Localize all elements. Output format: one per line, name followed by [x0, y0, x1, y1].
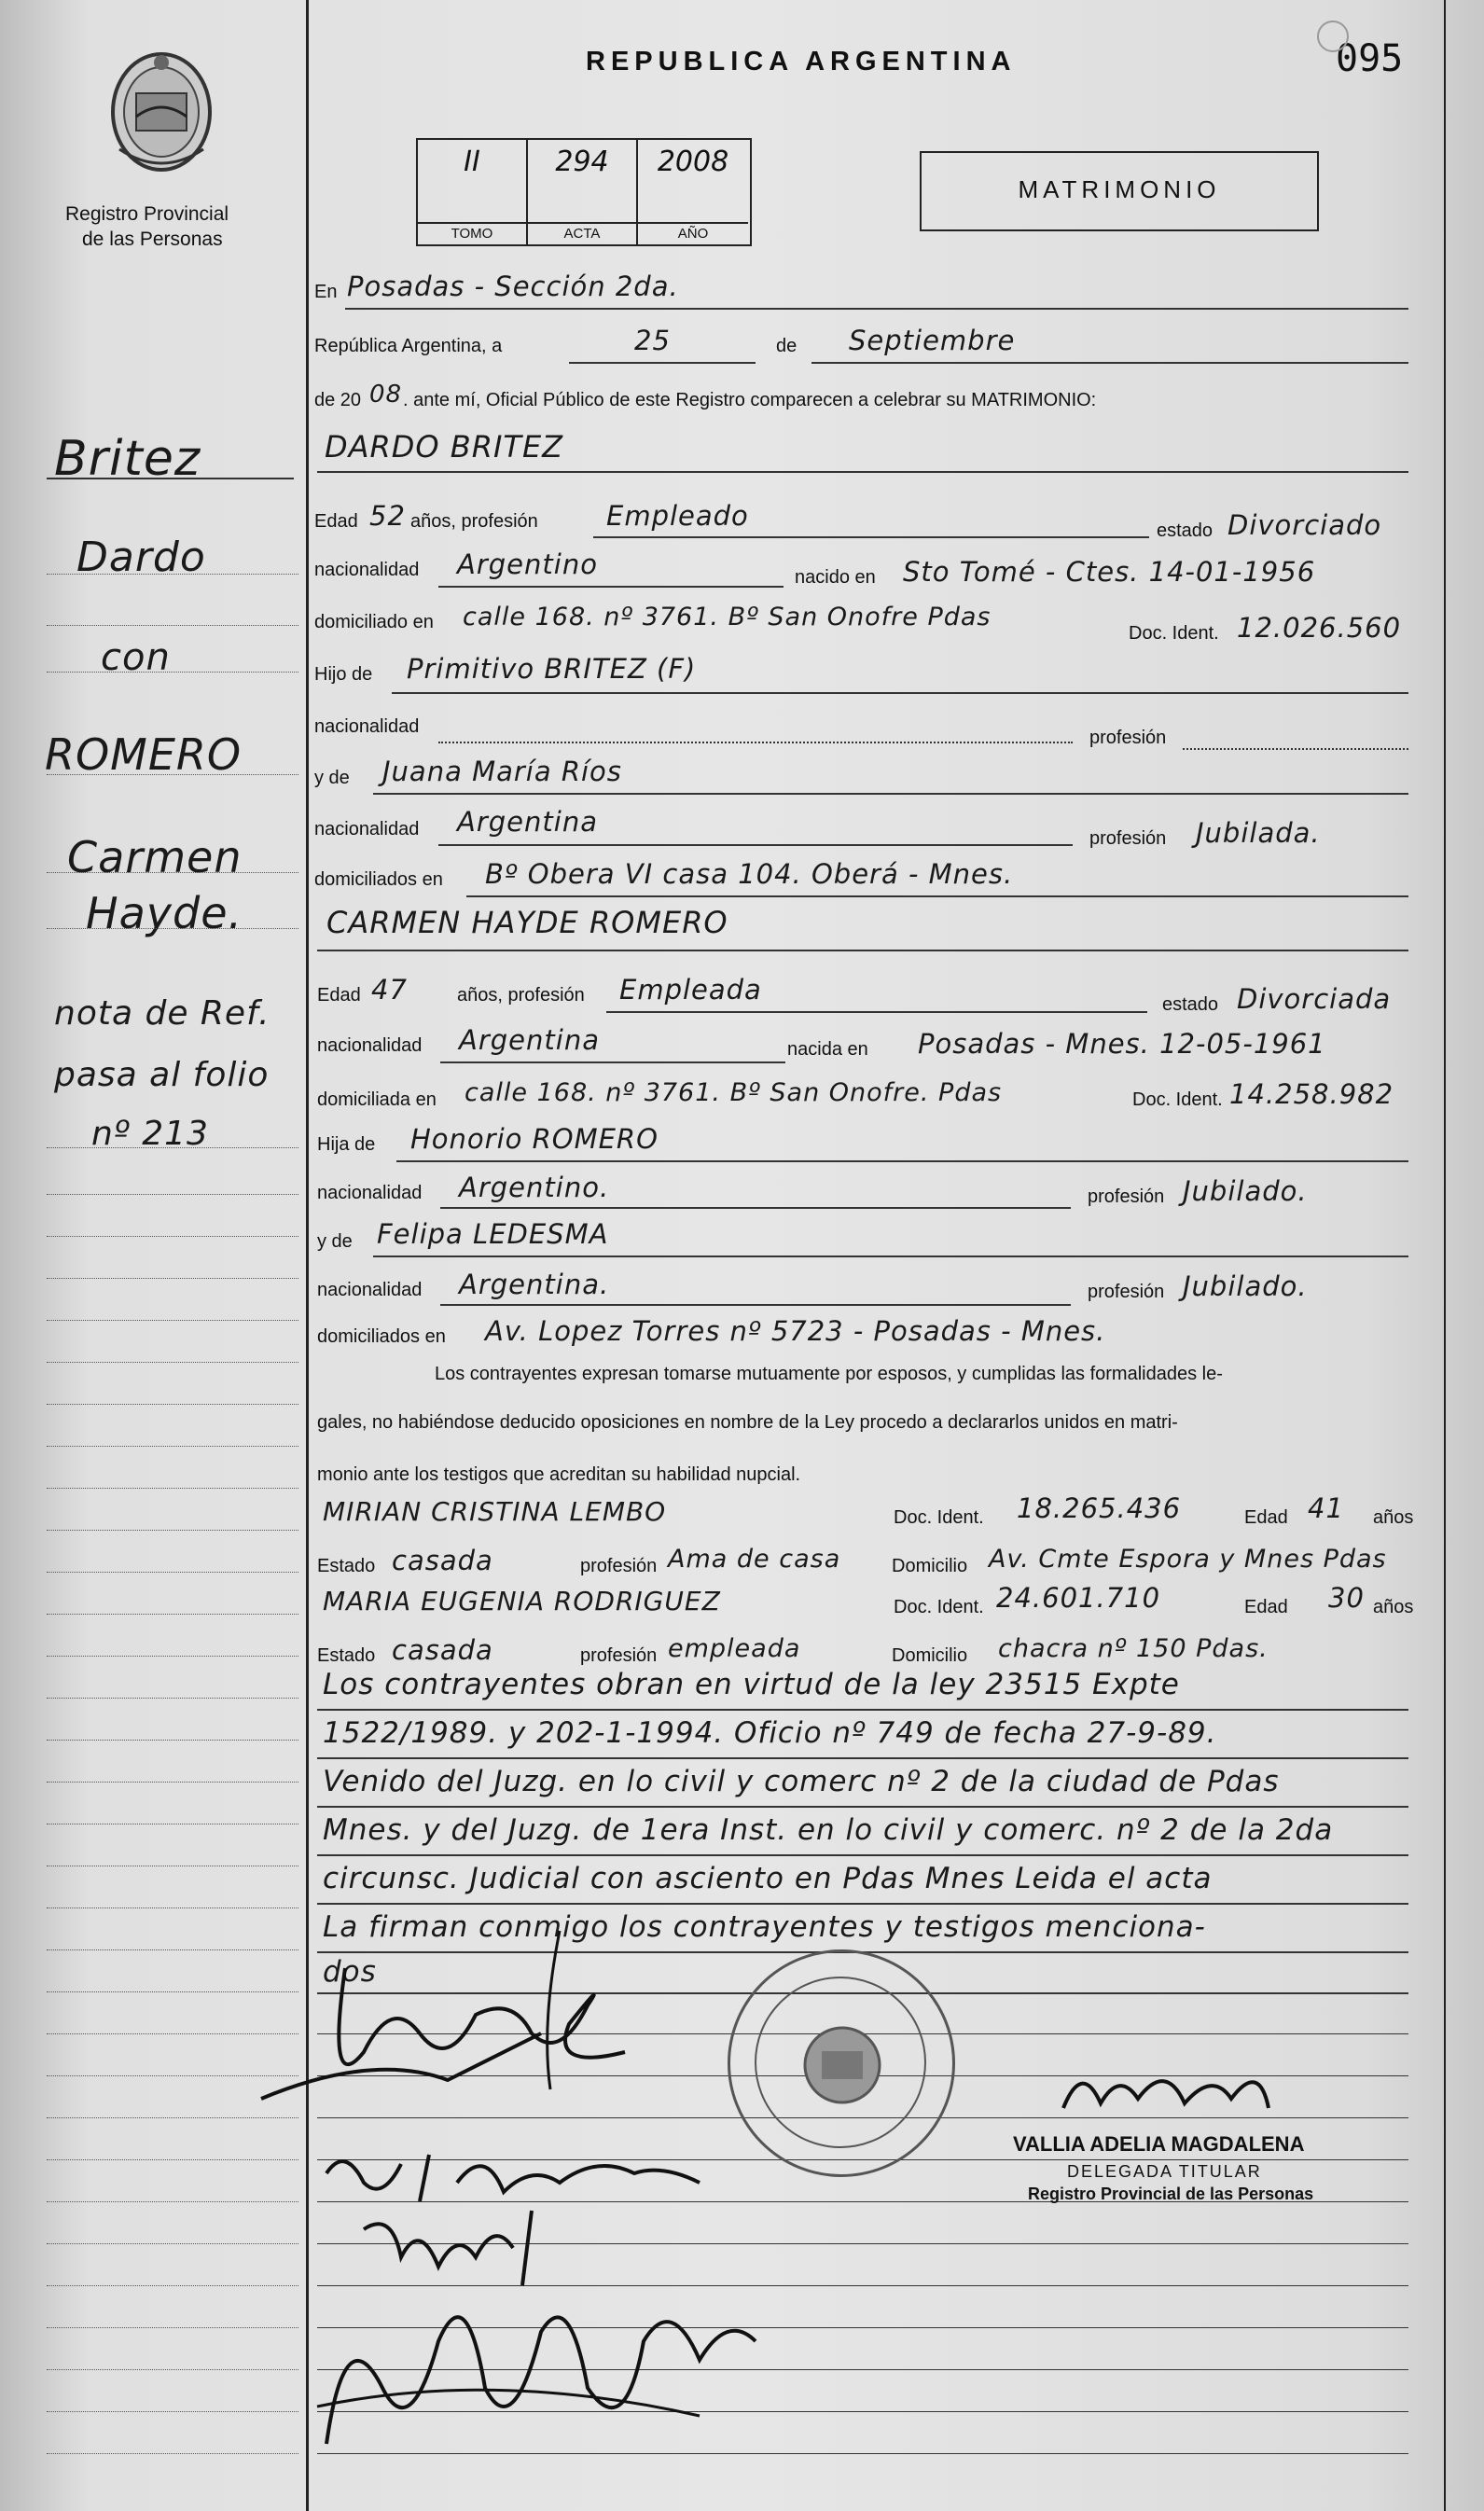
day-value: 25	[634, 325, 671, 356]
note-line-3: Venido del Juzg. en lo civil y comerc nº 2 de la ciudad de Pdas	[323, 1765, 1280, 1798]
groom-signature-icon	[233, 1912, 700, 2117]
groom-nacido-label: nacido en	[795, 567, 876, 588]
bride-father-prof-label: profesión	[1088, 1186, 1165, 1207]
groom-civil-status: Divorciado	[1227, 509, 1382, 541]
bride-father: Honorio ROMERO	[410, 1123, 659, 1155]
year-value: 08	[369, 381, 403, 409]
bride-mother-nat-label: nacionalidad	[317, 1280, 423, 1300]
groom-dom-label: domiciliado en	[314, 612, 434, 632]
note-line-5: circunsc. Judicial con asciento en Pdas Mnes Leida el acta	[323, 1862, 1213, 1895]
groom-profession: Empleado	[606, 500, 749, 532]
witness1-dom-label: Domicilio	[892, 1556, 968, 1576]
anio-cell	[638, 140, 748, 244]
margin-name-bride-2: Hayde.	[86, 888, 243, 938]
note-line-4: Mnes. y del Juzg. de 1era Inst. en lo civil y comerc. nº 2 de la 2da	[323, 1813, 1334, 1847]
witness2-anios-label: años	[1373, 1597, 1414, 1617]
witness2-prof-label: profesión	[580, 1645, 658, 1666]
bride-father-nationality: Argentino.	[459, 1172, 610, 1203]
official-signature-icon	[1045, 2052, 1287, 2127]
groom-father-nat-label: nacionalidad	[314, 716, 420, 737]
witness2-civil-status: casada	[392, 1634, 493, 1666]
bride-age: 47	[371, 974, 408, 1006]
official-office: Registro Provincial de las Personas	[1028, 2185, 1314, 2203]
groom-parents-dom-label: domiciliados en	[314, 869, 443, 890]
groom-nat-label: nacionalidad	[314, 560, 420, 580]
witness1-civil-status: casada	[392, 1545, 493, 1576]
bride-father-nat-label: nacionalidad	[317, 1183, 423, 1203]
bride-name: CARMEN HAYDE ROMERO	[326, 905, 728, 940]
margin-name-groom: Dardo	[76, 534, 206, 581]
groom-mother-nationality: Argentina	[457, 806, 598, 838]
declaration-line-2: gales, no habiéndose deducido oposiciones en nombre de la Ley procedo a declararlos unidos en matri-	[317, 1412, 1178, 1433]
bride-yde-label: y de	[317, 1231, 353, 1252]
witness1-anios-label: años	[1373, 1507, 1414, 1528]
note-line-6: La firman conmigo los contrayentes y testigos menciona-	[323, 1910, 1206, 1944]
bride-mother-nationality: Argentina.	[459, 1269, 610, 1300]
groom-hijo-label: Hijo de	[314, 664, 373, 685]
groom-address: calle 168. nº 3761. Bº San Onofre Pdas	[463, 603, 992, 631]
act-type-label: MATRIMONIO	[1018, 175, 1221, 203]
bride-birthplace: Posadas - Mnes. 12-05-1961	[918, 1028, 1326, 1060]
tomo-label: TOMO	[418, 222, 526, 244]
witness2-doc-label: Doc. Ident.	[894, 1597, 984, 1617]
groom-anios-label: años, profesión	[410, 511, 538, 532]
margin-con: con	[101, 636, 171, 679]
official-seal	[728, 1949, 955, 2177]
folio-stamp-mark	[1317, 21, 1349, 52]
groom-estado-label: estado	[1157, 520, 1214, 541]
note-line-7: dos	[323, 1955, 377, 1989]
groom-mother-nat-label: nacionalidad	[314, 819, 420, 839]
groom-edad-label: Edad	[314, 511, 358, 532]
witness1-profession: Ama de casa	[668, 1545, 841, 1574]
groom-yde-label: y de	[314, 768, 350, 788]
tomo-value: II	[464, 146, 480, 178]
acta-label: ACTA	[528, 222, 636, 244]
bride-mother: Felipa LEDESMA	[377, 1218, 609, 1250]
witness2-name: MARIA EUGENIA RODRIGUEZ	[323, 1586, 721, 1616]
groom-doc-label: Doc. Ident.	[1129, 623, 1219, 644]
anio-label: AÑO	[638, 222, 748, 244]
registry-name-line1: Registro Provincial	[65, 203, 229, 225]
republica-label: República Argentina, a	[314, 336, 503, 356]
witness1-doc-label: Doc. Ident.	[894, 1507, 984, 1528]
bride-civil-status: Divorciada	[1237, 983, 1392, 1015]
margin-divider	[306, 0, 309, 2511]
bride-nationality: Argentina	[459, 1024, 600, 1056]
groom-mother: Juana María Ríos	[382, 756, 622, 787]
witness1-estado-label: Estado	[317, 1556, 376, 1576]
groom-birthplace: Sto Tomé - Ctes. 14-01-1956	[903, 556, 1316, 588]
margin-surname-groom: Britez	[54, 431, 201, 487]
record-number-box	[416, 138, 752, 246]
en-label: En	[314, 282, 338, 302]
bride-dom-label: domiciliada en	[317, 1089, 437, 1110]
provincial-coat-of-arms-icon	[101, 42, 222, 182]
act-type-box	[920, 151, 1319, 231]
tomo-cell	[418, 140, 528, 244]
witness2-edad-label: Edad	[1244, 1597, 1288, 1617]
de-label: de	[776, 336, 797, 356]
acta-cell	[528, 140, 638, 244]
year-prefix: de 20	[314, 390, 362, 410]
groom-father: Primitivo BRITEZ (F)	[407, 653, 697, 685]
witness2-estado-label: Estado	[317, 1645, 376, 1666]
bride-doc: 14.258.982	[1229, 1078, 1394, 1110]
bride-estado-label: estado	[1162, 994, 1219, 1015]
seal-emblem-icon	[796, 2023, 889, 2107]
bride-mother-profession: Jubilado.	[1183, 1270, 1308, 1302]
official-name: VALLIA ADELIA MAGDALENA	[1013, 2132, 1305, 2156]
registry-name-line2: de las Personas	[82, 229, 223, 250]
witness1-doc: 18.265.436	[1017, 1492, 1182, 1524]
groom-nationality: Argentino	[457, 548, 598, 580]
witness2-dom-label: Domicilio	[892, 1645, 968, 1666]
margin-note-3: nº 213	[91, 1115, 209, 1153]
bride-nacida-label: nacida en	[787, 1039, 868, 1060]
bride-doc-label: Doc. Ident.	[1132, 1089, 1223, 1110]
note-line-2: 1522/1989. y 202-1-1994. Oficio nº 749 de fecha 27-9-89.	[323, 1716, 1217, 1750]
groom-mother-profession: Jubilada.	[1196, 817, 1321, 849]
bride-edad-label: Edad	[317, 985, 361, 1006]
month-value: Septiembre	[849, 325, 1016, 356]
folio-number: 095	[1336, 37, 1404, 80]
margin-surname-bride: ROMERO	[45, 729, 243, 780]
witness1-edad-label: Edad	[1244, 1507, 1288, 1528]
bride-nat-label: nacionalidad	[317, 1035, 423, 1056]
witness1-prof-label: profesión	[580, 1556, 658, 1576]
groom-father-prof-label: profesión	[1089, 728, 1167, 748]
declaration-line-1: Los contrayentes expresan tomarse mutuamente por esposos, y cumplidas las formalidades le-	[435, 1364, 1223, 1384]
groom-age: 52	[369, 500, 406, 532]
groom-parents-address: Bº Obera VI casa 104. Oberá - Mnes.	[485, 858, 1014, 890]
witness-signatures-icon	[308, 2201, 774, 2481]
witness2-address: chacra nº 150 Pdas.	[998, 1634, 1269, 1663]
anio-value: 2008	[657, 146, 729, 178]
groom-name: DARDO BRITEZ	[325, 429, 564, 465]
witness2-doc: 24.601.710	[996, 1582, 1161, 1614]
declaration-line-3: monio ante los testigos que acreditan su habilidad nupcial.	[317, 1464, 801, 1485]
official-title: DELEGADA TITULAR	[1067, 2162, 1262, 2181]
witness2-profession: empleada	[668, 1634, 801, 1663]
witness1-name: MIRIAN CRISTINA LEMBO	[323, 1496, 667, 1527]
bride-mother-prof-label: profesión	[1088, 1282, 1165, 1302]
intro-text: . ante mí, Oficial Público de este Registro comparecen a celebrar su MATRIMONIO:	[403, 390, 1097, 410]
margin-note-2: pasa al folio	[54, 1056, 270, 1094]
groom-doc: 12.026.560	[1237, 612, 1402, 644]
bride-hija-label: Hija de	[317, 1134, 376, 1155]
bride-father-profession: Jubilado.	[1183, 1175, 1308, 1207]
bride-anios-label: años, profesión	[457, 985, 585, 1006]
note-line-1: Los contrayentes obran en virtud de la ley 23515 Expte	[323, 1668, 1180, 1701]
place-value: Posadas - Sección 2da.	[347, 271, 679, 302]
acta-value: 294	[555, 146, 609, 178]
country-heading: REPUBLICA ARGENTINA	[586, 47, 1017, 76]
bride-parents-dom-label: domiciliados en	[317, 1326, 446, 1347]
witness1-address: Av. Cmte Espora y Mnes Pdas	[989, 1545, 1387, 1574]
witness1-age: 41	[1308, 1492, 1344, 1524]
bride-address: calle 168. nº 3761. Bº San Onofre. Pdas	[465, 1078, 1003, 1107]
witness2-age: 30	[1328, 1582, 1365, 1614]
right-border	[1444, 0, 1446, 2511]
groom-mother-prof-label: profesión	[1089, 828, 1167, 849]
bride-parents-address: Av. Lopez Torres nº 5723 - Posadas - Mnes.	[485, 1315, 1106, 1347]
bride-profession: Empleada	[619, 974, 762, 1006]
margin-note-1: nota de Ref.	[54, 994, 270, 1033]
margin-name-bride: Carmen	[67, 832, 243, 882]
date-annotation-icon	[317, 2127, 709, 2211]
